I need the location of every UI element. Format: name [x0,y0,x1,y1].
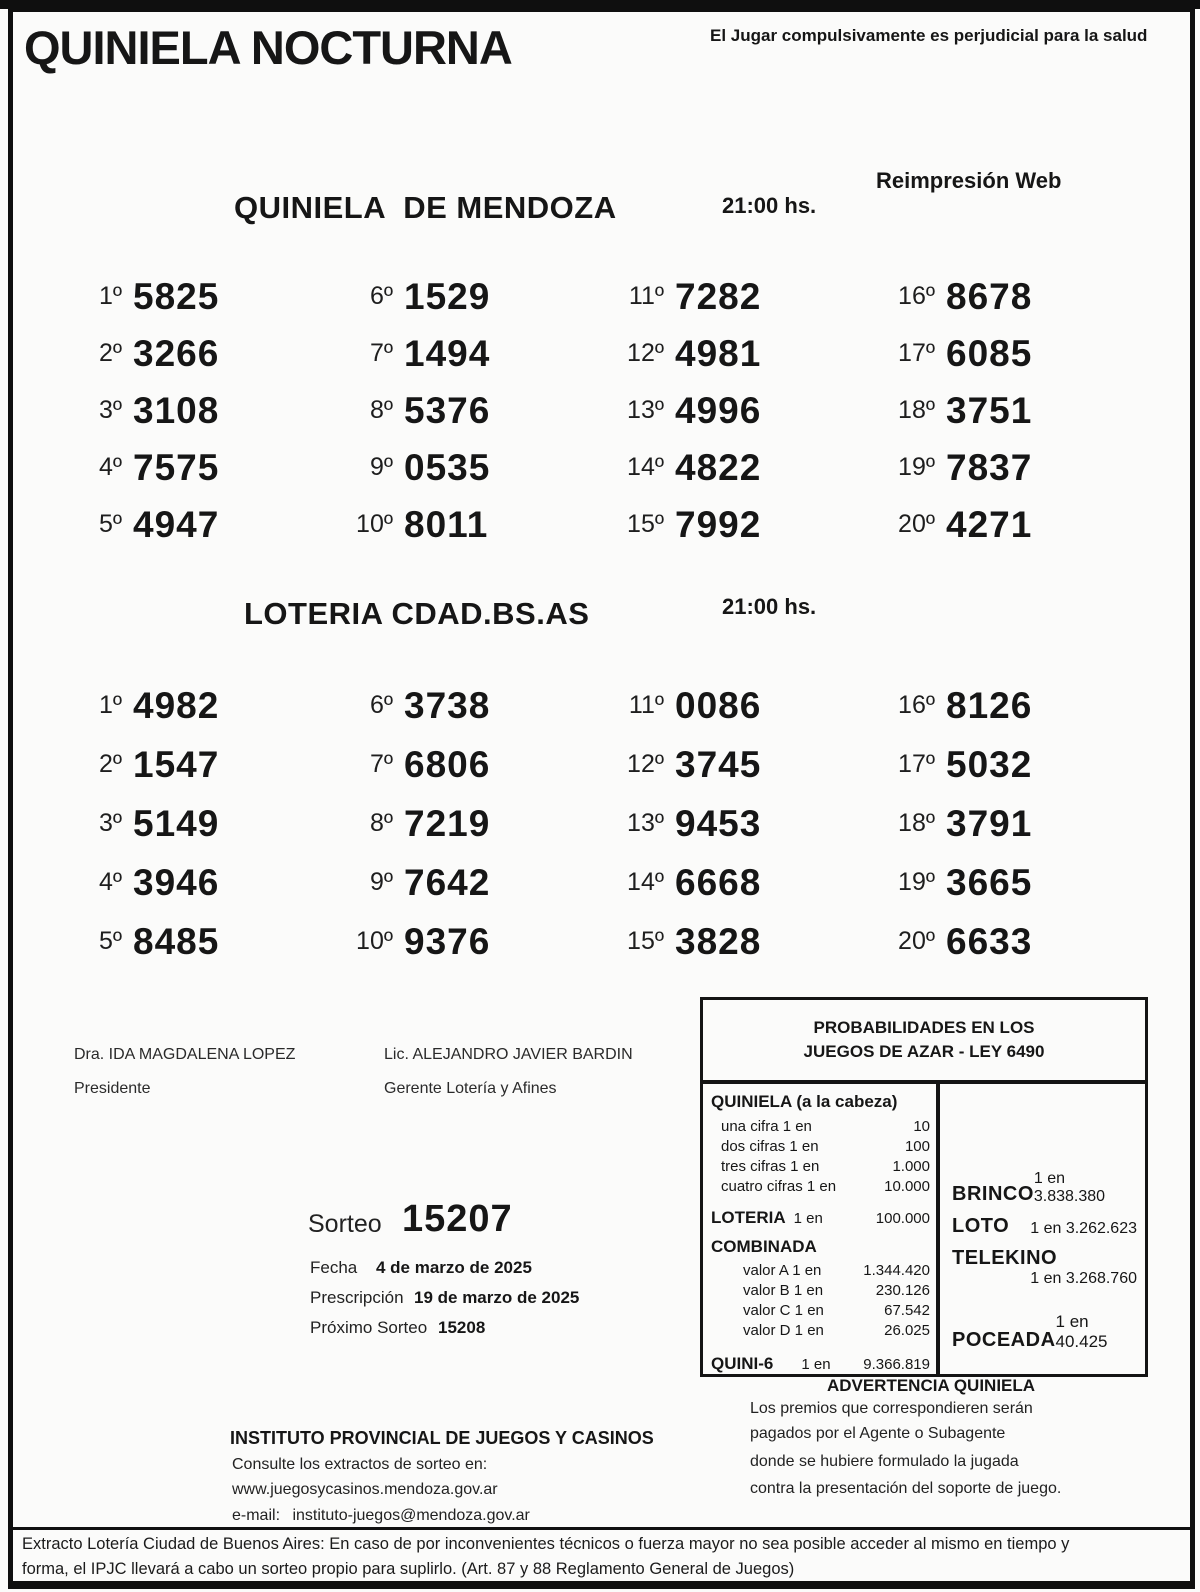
result-position: 13º [627,396,664,424]
result-position: 7º [369,339,393,367]
odds-label: valor C 1 en [743,1302,824,1319]
proximo-sorteo-value: 15208 [438,1318,486,1337]
result-cell [871,794,1142,853]
result-position: 16º [898,691,935,719]
result-number: 3108 [133,389,220,431]
odds-label: LOTO [952,1215,1010,1237]
odds-ratio: 1 en [801,1356,831,1373]
odds-value: 230.126 [875,1282,930,1299]
result-number: 7642 [404,861,491,903]
result-number: 3665 [946,861,1033,903]
odds-row [711,1281,930,1301]
result-cell [600,676,871,735]
result-cell [871,496,1142,553]
signature-president-name: Dra. IDA MAGDALENA LOPEZ [74,1046,296,1063]
result-position: 16º [898,282,935,310]
result-number: 0535 [404,446,491,488]
advertencia-line: Los premios que correspondieren serán [750,1400,1033,1417]
result-number: 6633 [946,920,1033,962]
result-position: 2º [98,750,122,778]
result-position: 12º [627,339,664,367]
result-number: 5149 [133,802,220,844]
result-number: 4981 [675,332,762,374]
result-number: 7575 [133,446,220,488]
odds-label: QUINI-6 [711,1354,774,1373]
result-cell [871,382,1142,439]
result-number: 1529 [404,275,491,317]
quini6-odds-row [711,1354,930,1374]
odds-label: BRINCO [952,1183,1034,1205]
result-cell [871,268,1142,325]
odds-value: 1 en 3.838.380 [1033,1170,1106,1205]
signature-manager-name: Lic. ALEJANDRO JAVIER BARDIN [384,1046,633,1063]
result-cell [871,853,1142,912]
result-number: 4822 [675,446,762,488]
result-cell [600,496,871,553]
footer-divider [13,1527,1190,1530]
result-position: 12º [627,750,664,778]
odds-row [711,1137,930,1157]
result-position: 9º [369,453,393,481]
loto-odds-row [952,1215,1137,1238]
odds-value: 100.000 [875,1210,930,1227]
probabilities-title-line2: JUEGOS DE AZAR - LEY 6490 [803,1042,1045,1061]
result-position: 17º [898,339,935,367]
results-grid-mendoza [58,268,1142,553]
odds-label: valor A 1 en [743,1262,822,1279]
result-position: 8º [369,396,393,424]
advertencia-line: contra la presentación del soporte de juego. [750,1480,1062,1497]
health-warning-text: El Jugar compulsivamente es perjudicial para la salud [710,26,1148,45]
result-cell [600,382,871,439]
result-cell [58,382,329,439]
result-position: 7º [369,750,393,778]
odds-label: valor B 1 en [743,1282,824,1299]
odds-value: 10.000 [884,1178,930,1195]
odds-value: 10 [913,1118,930,1135]
result-number: 7992 [675,503,762,545]
result-number: 5376 [404,389,491,431]
institute-consult-line: Consulte los extractos de sorteo en: [232,1456,488,1473]
prescripcion-value: 19 de marzo de 2025 [414,1288,580,1307]
page-title: QUINIELA NOCTURNA [24,21,512,74]
result-position: 8º [369,809,393,837]
result-cell [58,439,329,496]
result-cell [600,268,871,325]
result-cell [58,325,329,382]
result-number: 1494 [404,332,491,374]
odds-value: 1.344.420 [863,1262,930,1279]
result-position: 14º [627,453,664,481]
result-cell [871,325,1142,382]
odds-label: tres cifras 1 en [721,1158,820,1175]
result-cell [600,853,871,912]
sorteo-number: 15207 [402,1198,513,1240]
odds-row [711,1301,930,1321]
result-position: 20º [898,510,935,538]
result-position: 14º [627,868,664,896]
result-number: 4982 [133,684,220,726]
result-number: 0086 [675,684,762,726]
draw-time-bsas: 21:00 hs. [722,594,817,619]
result-number: 9376 [404,920,491,962]
result-number: 1547 [133,743,220,785]
result-number: 3738 [404,684,491,726]
footer-text-line: forma, el IPJC llevará a cabo un sorteo propio para suplirlo. (Art. 87 y 88 Reglamento General de Juegos) [22,1560,795,1578]
signature-president-role: Presidente [74,1080,151,1097]
odds-value: 67.542 [884,1302,930,1319]
result-number: 4996 [675,389,762,431]
odds-value: 26.025 [884,1322,930,1339]
result-number: 8011 [404,503,489,545]
odds-row [711,1261,930,1281]
odds-value: 9.366.819 [863,1356,930,1373]
result-number: 3946 [133,861,220,903]
result-position: 15º [627,927,664,955]
result-position: 2º [98,339,122,367]
advertencia-line: donde se hubiere formulado la jugada [750,1453,1019,1470]
result-position: 13º [627,809,664,837]
advertencia-line: pagados por el Agente o Subagente [750,1425,1006,1442]
result-cell [58,912,329,971]
result-number: 7219 [404,802,491,844]
result-number: 8678 [946,275,1033,317]
result-cell [58,853,329,912]
odds-value: 1 en 40.425 [1055,1312,1108,1351]
result-number: 8126 [946,684,1033,726]
result-cell [329,853,600,912]
proximo-sorteo-label: Próximo Sorteo [310,1318,428,1337]
result-number: 5032 [946,743,1033,785]
odds-row [711,1117,930,1137]
result-cell [329,794,600,853]
result-number: 4271 [946,503,1033,545]
result-position: 15º [627,510,664,538]
draw-time-mendoza: 21:00 hs. [722,193,817,218]
result-cell [329,325,600,382]
result-position: 18º [898,809,935,837]
result-cell [58,794,329,853]
result-number: 4947 [133,503,220,545]
combinada-odds-header: COMBINADA [711,1237,817,1256]
result-number: 3266 [133,332,220,374]
result-number: 5825 [133,275,220,317]
result-cell [329,912,600,971]
result-cell [329,268,600,325]
draw-title-mendoza: QUINIELA DE MENDOZA [234,190,617,225]
result-number: 6806 [404,743,491,785]
result-number: 3751 [946,389,1033,431]
institute-website: www.juegosycasinos.mendoza.gov.ar [232,1481,498,1498]
odds-row [711,1177,930,1197]
odds-row [711,1157,930,1177]
result-position: 3º [98,396,122,424]
odds-label: una cifra 1 en [721,1118,812,1135]
result-position: 19º [898,453,935,481]
quiniela-odds-header: QUINIELA (a la cabeza) [711,1092,898,1111]
probabilities-title-line1: PROBABILIDADES EN LOS [813,1018,1035,1037]
result-position: 6º [369,691,393,719]
result-position: 1º [98,691,122,719]
odds-label: valor D 1 en [743,1322,824,1339]
result-number: 9453 [675,802,762,844]
odds-value: 1 en 3.262.623 [1030,1220,1137,1237]
fecha-value: 4 de marzo de 2025 [376,1258,532,1277]
telekino-odds-value: 1 en 3.268.760 [1030,1270,1137,1287]
odds-ratio: 1 en [793,1210,823,1227]
result-cell [600,439,871,496]
result-cell [329,496,600,553]
probabilities-box [700,997,1148,1377]
email-label: e-mail: [232,1507,281,1524]
brinco-odds-row [952,1170,1137,1206]
results-grid-bsas [58,676,1142,971]
result-cell [58,268,329,325]
result-position: 1º [98,282,122,310]
result-cell [600,325,871,382]
result-position: 5º [98,927,122,955]
result-position: 3º [98,809,122,837]
odds-label: cuatro cifras 1 en [721,1178,837,1195]
result-position: 18º [898,396,935,424]
signature-manager-role: Gerente Lotería y Afines [384,1080,557,1097]
odds-value: 1.000 [892,1158,930,1175]
result-number: 6668 [675,861,762,903]
odds-label: LOTERIA [711,1208,786,1227]
reprint-web-label: Reimpresión Web [876,168,1062,193]
result-number: 7282 [675,275,762,317]
result-position: 10º [356,510,393,538]
poceada-odds-row [952,1312,1137,1352]
result-cell [329,676,600,735]
result-number: 3828 [675,920,762,962]
result-cell [329,439,600,496]
result-number: 3745 [675,743,762,785]
result-cell [871,912,1142,971]
sorteo-label: Sorteo [308,1210,382,1238]
result-position: 6º [369,282,393,310]
footer-text-line: Extracto Lotería Ciudad de Buenos Aires: En caso de por inconvenientes técnicos o fuerza mayor no sea posible acceder al mismo en tiempo y [22,1535,1070,1553]
institute-email-row [232,1507,530,1525]
result-position: 17º [898,750,935,778]
odds-value: 100 [904,1138,930,1155]
result-position: 9º [369,868,393,896]
result-position: 4º [98,868,122,896]
result-cell [329,735,600,794]
advertencia-title: ADVERTENCIA QUINIELA [826,1376,1036,1395]
probabilities-title [703,1000,1145,1084]
result-number: 6085 [946,332,1033,374]
loteria-odds-row [711,1208,930,1228]
result-position: 4º [98,453,122,481]
result-position: 5º [98,510,122,538]
institute-name: INSTITUTO PROVINCIAL DE JUEGOS Y CASINOS [230,1428,654,1448]
email-address: instituto-juegos@mendoza.gov.ar [292,1507,530,1524]
result-cell [871,439,1142,496]
probabilities-left-column [703,1084,940,1377]
result-number: 7837 [946,446,1033,488]
page-top-border [0,0,1200,9]
result-cell [329,382,600,439]
draw-title-bsas: LOTERIA CDAD.BS.AS [244,596,590,631]
result-position: 11º [628,691,664,719]
result-cell [58,676,329,735]
result-cell [58,735,329,794]
result-position: 11º [628,282,664,310]
fecha-label: Fecha [310,1258,358,1277]
result-position: 19º [898,868,935,896]
result-cell [871,735,1142,794]
telekino-odds-label: TELEKINO [952,1247,1058,1269]
result-cell [58,496,329,553]
result-cell [600,912,871,971]
result-cell [600,794,871,853]
probabilities-right-column [940,1084,1145,1377]
prescripcion-label: Prescripción [310,1288,404,1307]
odds-row [711,1321,930,1341]
result-cell [600,735,871,794]
result-cell [871,676,1142,735]
result-position: 10º [356,927,393,955]
result-position: 20º [898,927,935,955]
result-number: 3791 [946,802,1033,844]
odds-label: dos cifras 1 en [721,1138,819,1155]
result-number: 8485 [133,920,220,962]
odds-label: POCEADA [952,1329,1056,1351]
